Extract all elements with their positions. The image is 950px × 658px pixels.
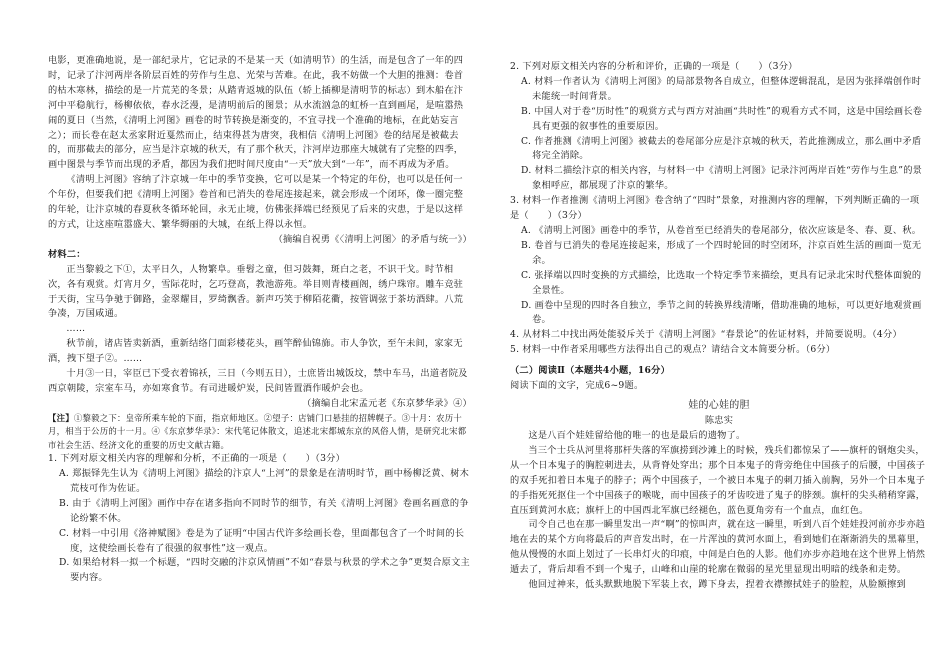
story-paragraph2: 当三个士兵从河里将那杆失落的军旗捞到沙滩上的时候，残兵们都惊呆了——旗杆的钢炮尖头，从一个日本鬼子的胸腔刺进去，从背脊处穿出；那个日本鬼子的背旁绝住中国孩子的后腰，中国孩子的双手死扣着日本鬼子的脖子；两个中国孩子，一个被日本鬼子的刺刀插入前胸，另外一个日本鬼子的手指死死抠住一个中国孩子的喉咙，而中国孩子的牙齿咬进了鬼子的脖颈。旗杆的尖头稍稍穿露，直压到黄河水底；旗杆上的中国西北军旗已经褪色，蓝色夏角旁有一个血点，血红色。 (510, 444, 926, 516)
material2-paragraph3: 十月③一日，宰臣已下受衣着锦袄，三日（今则五日），士庶皆出城饭坟，禁中车马，出道者院及西京朝陵，宗室车马，亦如寒食节。有司进暖炉炭，民间皆置酒作暖炉会也。 (48, 368, 468, 394)
question2-option-c: C. 作者推测《清明上河图》被截去的卷尾部分应是汴京城的秋天，若此推测成立，那么画中矛盾将完全消除。 (521, 135, 922, 162)
question4: 4. 从材料二中找出两处能驳斥关于《清明上河图》“春景论”的佐证材料，并简要说明。（4分） (510, 329, 902, 341)
question3-option-a: A. 《清明上河图》画卷中的季节，从卷首至已经消失的卷尾部分，依次应该是冬、春、夏、秋。 (521, 224, 922, 236)
right-column (510, 60, 928, 593)
reading2-instructions: 阅读下面的文字，完成6~9题。 (510, 380, 644, 392)
question1-option-a: A. 郑振铎先生认为《清明上河图》描绘的汴京人“上河”的景象是在清明时节，画中杨柳泛黄、树木荒枝可作为佐证。 (59, 467, 470, 494)
story-paragraph4: 他回过神来，低头默默地脱下军装上衣，蹲下身去，捏着衣襟擦拭娃子的脸腔，从脸额擦到 (528, 579, 906, 591)
passage1-continued: 电影，更准确地说，是一部纪录片，它记录的不是某一天（如清明节）的生活，而是包含了一年的四时，记录了汴河两岸各阶层百姓的劳作与生息、光荣与苦难。在此，我不妨做一个大胆的推测：卷首的枯木寒林，描绘的是一片荒芜的冬景；从踏青返城的队伍（轿上插柳是清明节的标志）到木船在汴河中平稳航行，杨柳依依，春水泛漫，是清明前后的图景；从水流汹急的虹桥一直到画尾，是喧嚣热闹的夏日（当然，《清明上河图》画卷的时节转换是渐变的，不宜寻找一个准确的地标，在此姑妄言之）；而长卷在赵太丞家附近戛然而止，结束得甚为唐突，我相信《清明上河图》卷的结尾是被截去的，而那截去的部分，应当是汴京城的秋天，有了那个秋天，汴河岸边那座大城就有了完整的四季，画中图景与季节而出现的矛盾，都因为我们把时间尺度由“一天”放大到“一年”，而不再成为矛盾。 (48, 55, 464, 171)
ellipsis: …… (66, 323, 86, 335)
question3-option-b: B. 卷首与已消失的卷尾连接起来，形成了一个四时轮回的时空闭环，汴京百姓生活的画面一览无余。 (521, 239, 922, 266)
question2-option-d: D. 材料二描绘汴京的相关内容，与材料一中《清明上河图》记录汴河两岸百姓“劳作与生息”的景象相呼应，都展现了汴京的繁华。 (521, 165, 923, 192)
question3-stem: 3. 材料一作者推测《清明上河图》卷含纳了“四时”景象，对推测内容的理解，下列判断正确的一项是（ ）（3分） (510, 195, 920, 222)
source-material1: （摘编自祝勇《〈清明上河图〉的矛盾与统一》） (273, 233, 472, 245)
passage1-paragraph2: 《清明上河图》容纳了汴京城一年中的季节变换，它可以是某一个特定的年份，也可以是任何一个年份，但要我们把《清明上河图》卷首和已消失的卷尾连接起来，就会形成一个闭环，像一圈完整的年轮，让汴京城的春夏秋冬循环轮回，永无止境，仿佛张择端已经预见了后来的灾患，于是以这样的方式，让这座喧嚣盛大、繁华缛丽的大城，在纸上得以永恒。 (48, 174, 464, 230)
note-label: 【注】 (48, 412, 74, 423)
question1-option-b: B. 由于《清明上河图》画作中存在诸多指向不同时节的细节，有关《清明上河图》卷画名画意的争论纷繁不休。 (59, 497, 469, 524)
story-paragraph1: 这是八百个娃娃留给他的唯一的也是最后的遗物了。 (528, 430, 746, 442)
source-material2: （摘编自北宋孟元老《东京梦华录》④） (302, 397, 472, 409)
annotation-note (48, 412, 472, 452)
question3-option-c: C. 张择端以四时变换的方式描绘，比选取一个特定季节来描绘，更具有记录北宋时代整体面貌的全景性。 (521, 269, 922, 296)
story-title: 娃的心娃的胆 (688, 399, 750, 411)
question5: 5. 材料一中作者采用哪些方法得出自己的观点？请结合文本简要分析。（6分） (510, 344, 836, 356)
reading2-heading: （二）阅读Ⅱ（本题共4小题，16分） (510, 365, 671, 377)
question2-option-a: A. 材料一作者认为《清明上河图》的局部景物各自成立，但整体逻辑混乱，是因为张择端创作时未能统一时间背景。 (521, 75, 922, 102)
note-text: ①黎毅之下：皇帝所乘车轮的下面，指京师地区。②望子：店铺门口悬挂的招牌幌子。③十月：农历十月，相当于公历的十一月。④《东京梦华录》：宋代笔记体散文，追述北宋都城东京的风俗人情，是研究北宋都市社会生活、经济文化的重要的历史文献古籍。 (48, 412, 467, 450)
question2-option-b: B. 中国人对于卷“历时性”的观赏方式与西方对油画“共时性”的观看方式不同，这是中国绘画长卷具有更强的叙事性的重要原因。 (521, 105, 923, 132)
question3-option-d: D. 画卷中呈现的四时各自独立，季节之间的转换界线清晰，借助准确的地标，可以更好地观赏画卷。 (521, 299, 922, 326)
question1-stem: 1. 下列对原文相关内容的理解和分析，不正确的一项是（ ）（3分） (48, 453, 346, 465)
question1-option-c: C. 材料一中引用《洛神赋图》卷是为了证明“中国古代许多绘画长卷，里面都包含了一个时间的长度，这使绘画长卷有了很强的叙事性”这一观点。 (59, 527, 465, 554)
left-column (48, 54, 472, 586)
material2-paragraph2: 秋节前，诸店皆卖新酒，重新结络门面彩楼花头，画竿醉仙锦旆。市人争饮，至午未间，家家无酒，拽下望子②。…… (48, 338, 463, 365)
story-paragraph3: 司令自己也在那一瞬里发出一声“啊”的惊叫声，就在这一瞬里，听到八百个娃娃投河前亦步亦趋地在去的某个方向将最后的声音发出时，在一片浑浊的黄河水面上，看到她们在渐渐消失的黑幕里，他从慢慢的水面上划过了一长串灯火的印痕，中间是白色的人影。他们亦步亦趋地在这个世界上悄然遁去了，背后却看不到一个鬼子，山峰和山崖的轮廓在微弱的星光里显现出明暗的线条和走势。 (510, 519, 926, 576)
question2-stem: 2. 下列对原文相关内容的分析和评价，正确的一项是（ ）（3分） (510, 61, 798, 72)
story-author: 陈忠实 (704, 415, 734, 427)
question1-option-d: D. 如果给材料一拟一个标题，“四时交融的汴京风情画”不如“春景与秋景的学术之争”更契合原文主要内容。 (59, 557, 470, 584)
material2-heading: 材料二： (48, 248, 86, 260)
material2-paragraph1: 正当黎毅之下①，太平日久，人物繁阜。垂髫之童，但习鼓舞，斑白之老，不识干戈。时节相次，各有观赏。灯宵月夕，雪际花时，乞巧登高，教池游苑。举目则青楼画阁，绣户珠帘。雕车竞驻于天街，宝马争驰于御路，金翠耀目，罗绮飘香。新声巧笑于柳陌花衢，按管调弦于茶坊酒肆。八荒争凑，万国咸通。 (48, 263, 464, 320)
